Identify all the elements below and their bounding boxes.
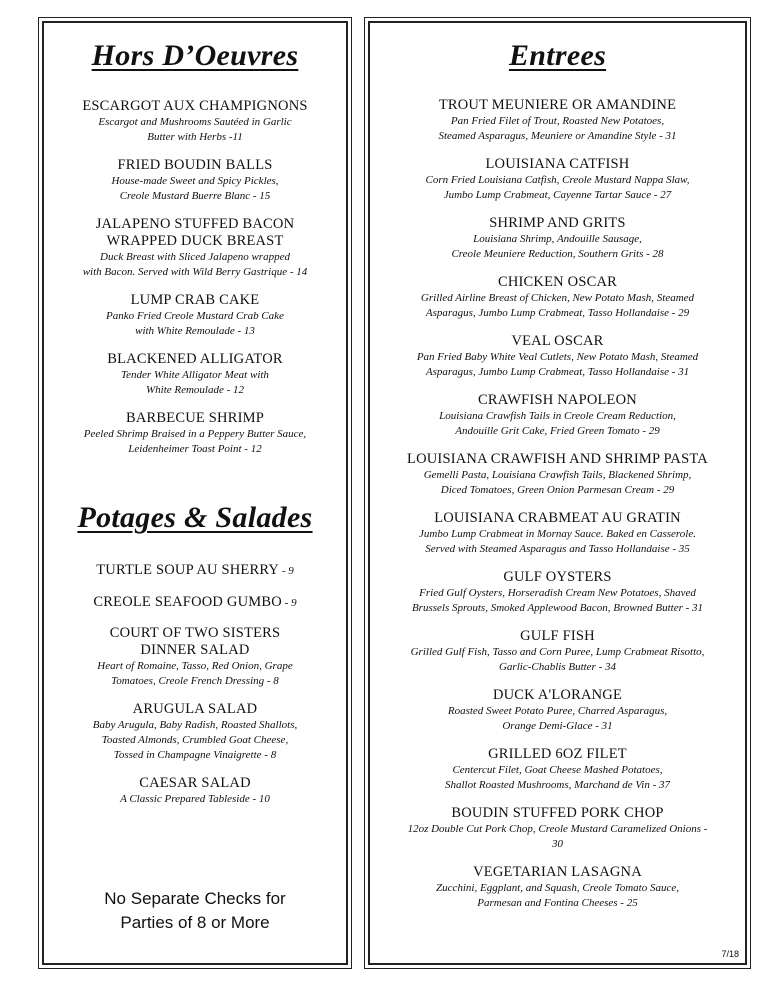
- menu-item: [44, 410, 346, 457]
- item-description: Peeled Shrimp Braised in a Peppery Butter Sauce,: [83, 428, 307, 440]
- menu-item: [44, 701, 346, 763]
- left-menu-panel: [42, 21, 348, 965]
- menu-item: [370, 628, 745, 675]
- menu-item: [44, 775, 346, 807]
- item-description: Grilled Airline Breast of Chicken, New Potato Mash, Steamed: [420, 292, 695, 304]
- hors-doeuvres-section: [44, 39, 346, 73]
- right-menu-panel: [368, 21, 747, 965]
- menu-item: [370, 392, 745, 439]
- menu-item: [370, 156, 745, 203]
- item-description: Garlic-Chablis Butter - 34: [498, 661, 617, 673]
- item-description: Orange Demi-Glace - 31: [502, 720, 613, 732]
- item-description: Escargot and Mushrooms Sautéed in Garlic: [98, 116, 292, 128]
- menu-item: [44, 157, 346, 204]
- item-name: LUMP CRAB CAKE: [130, 292, 260, 308]
- item-name: GULF FISH: [520, 628, 595, 644]
- menu-item: [44, 593, 346, 611]
- item-description: Pan Fried Baby White Veal Cutlets, New Potato Mash, Steamed: [416, 351, 699, 363]
- item-name: LOUISIANA CRAWFISH AND SHRIMP PASTA: [407, 451, 708, 467]
- item-name: DINNER SALAD: [140, 642, 250, 658]
- potages-salades-heading: Potages & Salades: [77, 501, 313, 534]
- item-description: with Bacon. Served with Wild Berry Gastrique - 14: [82, 266, 308, 278]
- item-name: ARUGULA SALAD: [132, 701, 258, 717]
- item-name: TROUT MEUNIERE OR AMANDINE: [438, 97, 677, 113]
- menu-item: [370, 215, 745, 262]
- item-description: 30: [552, 838, 563, 850]
- item-description: White Remoulade - 12: [145, 384, 245, 396]
- item-description: Asparagus, Jumbo Lump Crabmeat, Tasso Hollandaise - 29: [425, 307, 690, 319]
- item-price: - 9: [281, 597, 297, 609]
- item-price: - 9: [279, 565, 294, 577]
- item-description: Duck Breast with Sliced Jalapeno wrapped: [100, 251, 290, 263]
- item-description: Parmesan and Fontina Cheeses - 25: [477, 897, 638, 909]
- item-description: 12oz Double Cut Pork Chop, Creole Mustard Caramelized Onions -: [407, 823, 708, 835]
- item-description: A Classic Prepared Tableside - 10: [120, 793, 270, 805]
- entrees-list: [370, 97, 745, 923]
- item-name: CHICKEN OSCAR: [497, 274, 618, 290]
- item-name: CREOLE SEAFOOD GUMBO: [93, 594, 282, 610]
- item-description: Louisiana Crawfish Tails in Creole Cream Reduction,: [439, 410, 676, 422]
- menu-item: [370, 746, 745, 793]
- item-name: COURT OF TWO SISTERS: [109, 625, 281, 641]
- item-description: Baby Arugula, Baby Radish, Roasted Shallots,: [92, 719, 298, 731]
- menu-item: [370, 97, 745, 144]
- item-description: Steamed Asparagus, Meuniere or Amandine Style - 31: [438, 130, 677, 142]
- menu-item: [370, 569, 745, 616]
- item-description: Leidenheimer Toast Point - 12: [128, 443, 262, 455]
- item-name: LOUISIANA CRABMEAT AU GRATIN: [434, 510, 681, 526]
- item-description: Grilled Gulf Fish, Tasso and Corn Puree, Lump Crabmeat Risotto,: [410, 646, 705, 658]
- item-name: SHRIMP AND GRITS: [489, 215, 626, 231]
- item-description: Fried Gulf Oysters, Horseradish Cream New Potatoes, Shaved: [419, 587, 696, 599]
- potages-salades-list: [44, 561, 346, 819]
- item-description: House-made Sweet and Spicy Pickles,: [111, 175, 279, 187]
- menu-item: [44, 216, 346, 280]
- item-description: Roasted Sweet Potato Puree, Charred Asparagus,: [447, 705, 668, 717]
- menu-item: [370, 274, 745, 321]
- notice-line: Parties of 8 or More: [120, 913, 270, 932]
- item-description: Served with Steamed Asparagus and Tasso Hollandaise - 35: [425, 543, 690, 555]
- menu-item: [370, 864, 745, 911]
- menu-item: [44, 98, 346, 145]
- item-description: Brussels Sprouts, Smoked Applewood Bacon, Browned Butter - 31: [411, 602, 704, 614]
- item-description: Centercut Filet, Goat Cheese Mashed Potatoes,: [452, 764, 663, 776]
- menu-item: [44, 625, 346, 689]
- separate-checks-notice: [44, 887, 346, 935]
- item-description: Jumbo Lump Crabmeat, Cayenne Tartar Sauce - 27: [443, 189, 672, 201]
- menu-item: [370, 687, 745, 734]
- menu-item: [370, 451, 745, 498]
- item-description: Creole Mustard Buerre Blanc - 15: [119, 190, 271, 202]
- notice-line: No Separate Checks for: [104, 889, 286, 908]
- item-description: with White Remoulade - 13: [135, 325, 255, 337]
- item-description: Andouille Grit Cake, Fried Green Tomato - 29: [455, 425, 660, 437]
- menu-item: [370, 805, 745, 852]
- item-description: Zucchini, Eggplant, and Squash, Creole Tomato Sauce,: [435, 882, 679, 894]
- item-name: VEGETARIAN LASAGNA: [473, 864, 642, 880]
- item-description: Tomatoes, Creole French Dressing - 8: [111, 675, 279, 687]
- item-name: WRAPPED DUCK BREAST: [106, 233, 284, 249]
- hors-doeuvres-heading: Hors D’Oeuvres: [91, 39, 299, 72]
- item-description: Heart of Romaine, Tasso, Red Onion, Grape: [97, 660, 293, 672]
- item-description: Butter with Herbs -11: [147, 131, 243, 143]
- item-name: GRILLED 6OZ FILET: [488, 746, 627, 762]
- item-description: Jumbo Lump Crabmeat in Mornay Sauce. Baked en Casserole.: [419, 528, 696, 540]
- potages-salades-section: [44, 501, 346, 535]
- item-name: CRAWFISH NAPOLEON: [478, 392, 637, 408]
- item-description: Shallot Roasted Mushrooms, Marchand de Vin - 37: [444, 779, 671, 791]
- item-name: TURTLE SOUP AU SHERRY: [96, 562, 280, 578]
- item-description: Pan Fried Filet of Trout, Roasted New Potatoes,: [450, 115, 665, 127]
- item-description: Panko Fried Creole Mustard Crab Cake: [106, 310, 284, 322]
- item-name: BOUDIN STUFFED PORK CHOP: [451, 805, 664, 821]
- item-name: LOUISIANA CATFISH: [485, 156, 630, 172]
- item-name: CAESAR SALAD: [139, 775, 251, 791]
- item-description: Toasted Almonds, Crumbled Goat Cheese,: [101, 734, 289, 746]
- menu-item: [370, 333, 745, 380]
- menu-item: [370, 510, 745, 557]
- item-description: Gemelli Pasta, Louisiana Crawfish Tails, Blackened Shrimp,: [423, 469, 692, 481]
- page-number: 7/18: [721, 949, 739, 959]
- item-description: Diced Tomatoes, Green Onion Parmesan Cream - 29: [440, 484, 675, 496]
- item-name: VEAL OSCAR: [511, 333, 604, 349]
- item-name: BLACKENED ALLIGATOR: [107, 351, 283, 367]
- item-name: FRIED BOUDIN BALLS: [117, 157, 273, 173]
- item-name: DUCK A'LORANGE: [492, 687, 623, 703]
- item-name: JALAPENO STUFFED BACON: [95, 216, 295, 232]
- item-name: ESCARGOT AUX CHAMPIGNONS: [82, 98, 308, 114]
- item-name: BARBECUE SHRIMP: [126, 410, 264, 426]
- hors-doeuvres-list: [44, 98, 346, 469]
- item-description: Asparagus, Jumbo Lump Crabmeat, Tasso Hollandaise - 31: [425, 366, 690, 378]
- item-description: Louisiana Shrimp, Andouille Sausage,: [473, 233, 642, 245]
- menu-item: [44, 351, 346, 398]
- entrees-heading: Entrees: [508, 39, 607, 72]
- item-description: Corn Fried Louisiana Catfish, Creole Mustard Nappa Slaw,: [425, 174, 690, 186]
- entrees-section: [370, 39, 745, 73]
- menu-item: [44, 292, 346, 339]
- item-description: Tender White Alligator Meat with: [121, 369, 269, 381]
- item-description: Creole Meuniere Reduction, Southern Grits - 28: [451, 248, 664, 260]
- menu-item: [44, 561, 346, 579]
- item-description: Tossed in Champagne Vinaigrette - 8: [113, 749, 277, 761]
- item-name: GULF OYSTERS: [503, 569, 612, 585]
